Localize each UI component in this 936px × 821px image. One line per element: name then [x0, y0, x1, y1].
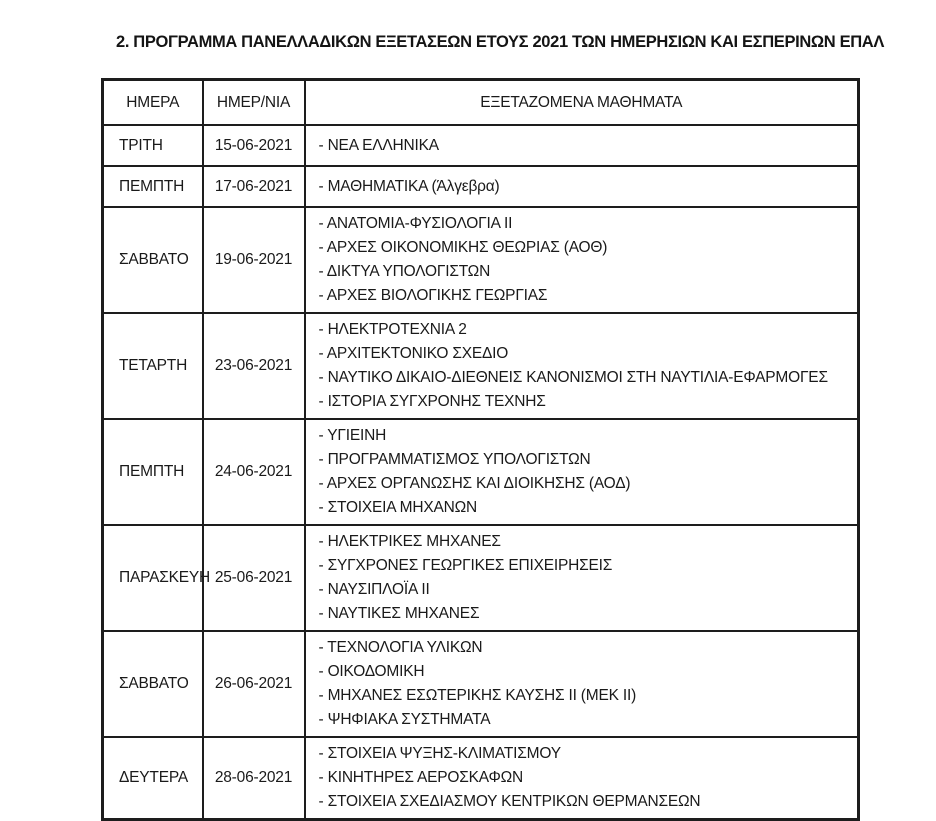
date-cell: 26-06-2021 — [203, 631, 305, 737]
subject-line: - ΗΛΕΚΤΡΟΤΕΧΝΙΑ 2 — [318, 321, 467, 338]
column-header-date: ΗΜΕΡ/ΝΙΑ — [203, 80, 305, 126]
subject-line: - ΝΑΥΤΙΚΕΣ ΜΗΧΑΝΕΣ — [318, 605, 480, 622]
day-cell: ΤΕΤΑΡΤΗ — [103, 313, 203, 419]
subject-line: - ΣΤΟΙΧΕΙΑ ΜΗΧΑΝΩΝ — [318, 499, 478, 516]
table-header-row — [103, 80, 859, 126]
table-row — [103, 525, 859, 631]
subject-line: - ΜΗΧΑΝΕΣ ΕΣΩΤΕΡΙΚΗΣ ΚΑΥΣΗΣ II (ΜΕΚ II) — [318, 687, 637, 704]
date-cell: 28-06-2021 — [203, 737, 305, 820]
date-cell: 15-06-2021 — [203, 125, 305, 166]
subject-line: - ΤΕΧΝΟΛΟΓΙΑ ΥΛΙΚΩΝ — [318, 639, 483, 656]
date-cell: 19-06-2021 — [203, 207, 305, 313]
table-row — [103, 631, 859, 737]
day-cell: ΣΑΒΒΑΤΟ — [103, 631, 203, 737]
exam-schedule-table — [101, 78, 860, 821]
subject-line: - ΔΙΚΤΥΑ ΥΠΟΛΟΓΙΣΤΩΝ — [318, 263, 491, 280]
subject-line: - ΚΙΝΗΤΗΡΕΣ ΑΕΡΟΣΚΑΦΩΝ — [318, 769, 524, 786]
day-cell: ΔΕΥΤΕΡΑ — [103, 737, 203, 820]
subjects-cell — [305, 525, 859, 631]
subjects-cell — [305, 631, 859, 737]
subject-line: - ΝΕΑ ΕΛΛΗΝΙΚΑ — [318, 136, 439, 154]
subjects-cell — [305, 419, 859, 525]
page-title: 2. ΠΡΟΓΡΑΜΜΑ ΠΑΝΕΛΛΑΔΙΚΩΝ ΕΞΕΤΑΣΕΩΝ ΕΤΟΥΣ 2021 ΤΩΝ ΗΜΕΡΗΣΙΩΝ ΚΑΙ ΕΣΠΕΡΙΝΩΝ ΕΠΑΛ — [116, 33, 885, 51]
column-header-subjects: ΕΞΕΤΑΖΟΜΕΝΑ ΜΑΘΗΜΑΤΑ — [305, 80, 859, 126]
subjects-cell — [305, 125, 859, 166]
subject-line: - ΟΙΚΟΔΟΜΙΚΗ — [318, 663, 425, 680]
subjects-cell — [305, 313, 859, 419]
table-row — [103, 313, 859, 419]
subject-line: - ΑΡΧΙΤΕΚΤΟΝΙΚΟ ΣΧΕΔΙΟ — [318, 345, 509, 362]
subject-line: - ΗΛΕΚΤΡΙΚΕΣ ΜΗΧΑΝΕΣ — [318, 533, 501, 550]
subject-line: - ΝΑΥΣΙΠΛΟΪΑ II — [318, 581, 430, 598]
day-cell: ΠΕΜΠΤΗ — [103, 419, 203, 525]
table-row — [103, 125, 859, 166]
subject-line: - ΠΡΟΓΡΑΜΜΑΤΙΣΜΟΣ ΥΠΟΛΟΓΙΣΤΩΝ — [318, 451, 591, 468]
day-cell: ΣΑΒΒΑΤΟ — [103, 207, 203, 313]
date-cell: 17-06-2021 — [203, 166, 305, 207]
day-cell: ΤΡΙΤΗ — [103, 125, 203, 166]
day-cell: ΠΑΡΑΣΚΕΥΗ — [103, 525, 203, 631]
table-row — [103, 737, 859, 820]
subjects-cell — [305, 207, 859, 313]
table-body — [103, 125, 859, 820]
subject-line: - ΣΤΟΙΧΕΙΑ ΨΥΞΗΣ-ΚΛΙΜΑΤΙΣΜΟΥ — [318, 745, 561, 762]
table-row — [103, 166, 859, 207]
column-header-day: ΗΜΕΡΑ — [103, 80, 203, 126]
subject-line: - ΣΤΟΙΧΕΙΑ ΣΧΕΔΙΑΣΜΟΥ ΚΕΝΤΡΙΚΩΝ ΘΕΡΜΑΝΣΕΩΝ — [318, 793, 701, 810]
table-row — [103, 419, 859, 525]
date-cell: 24-06-2021 — [203, 419, 305, 525]
subjects-cell — [305, 737, 859, 820]
subjects-cell — [305, 166, 859, 207]
subject-line: - ΨΗΦΙΑΚΑ ΣΥΣΤΗΜΑΤΑ — [318, 711, 491, 728]
date-cell: 25-06-2021 — [203, 525, 305, 631]
table-row — [103, 207, 859, 313]
subject-line: - ΜΑΘΗΜΑΤΙΚΑ (Άλγεβρα) — [318, 177, 500, 195]
subject-line: - ΑΡΧΕΣ ΟΙΚΟΝΟΜΙΚΗΣ ΘΕΩΡΙΑΣ (ΑΟΘ) — [318, 239, 608, 256]
subject-line: - ΑΡΧΕΣ ΟΡΓΑΝΩΣΗΣ ΚΑΙ ΔΙΟΙΚΗΣΗΣ (ΑΟΔ) — [318, 475, 631, 492]
subject-line: - ΝΑΥΤΙΚΟ ΔΙΚΑΙΟ-ΔΙΕΘΝΕΙΣ ΚΑΝΟΝΙΣΜΟΙ ΣΤΗ ΝΑΥΤΙΛΙΑ-ΕΦΑΡΜΟΓΕΣ — [318, 369, 828, 386]
subject-line: - ΑΡΧΕΣ ΒΙΟΛΟΓΙΚΗΣ ΓΕΩΡΓΙΑΣ — [318, 287, 548, 304]
date-cell: 23-06-2021 — [203, 313, 305, 419]
day-cell: ΠΕΜΠΤΗ — [103, 166, 203, 207]
subject-line: - ΑΝΑΤΟΜΙΑ-ΦΥΣΙΟΛΟΓΙΑ II — [318, 215, 513, 232]
subject-line: - ΥΓΙΕΙΝΗ — [318, 427, 387, 444]
subject-line: - ΙΣΤΟΡΙΑ ΣΥΓΧΡΟΝΗΣ ΤΕΧΝΗΣ — [318, 393, 546, 410]
subject-line: - ΣΥΓΧΡΟΝΕΣ ΓΕΩΡΓΙΚΕΣ ΕΠΙΧΕΙΡΗΣΕΙΣ — [318, 557, 613, 574]
